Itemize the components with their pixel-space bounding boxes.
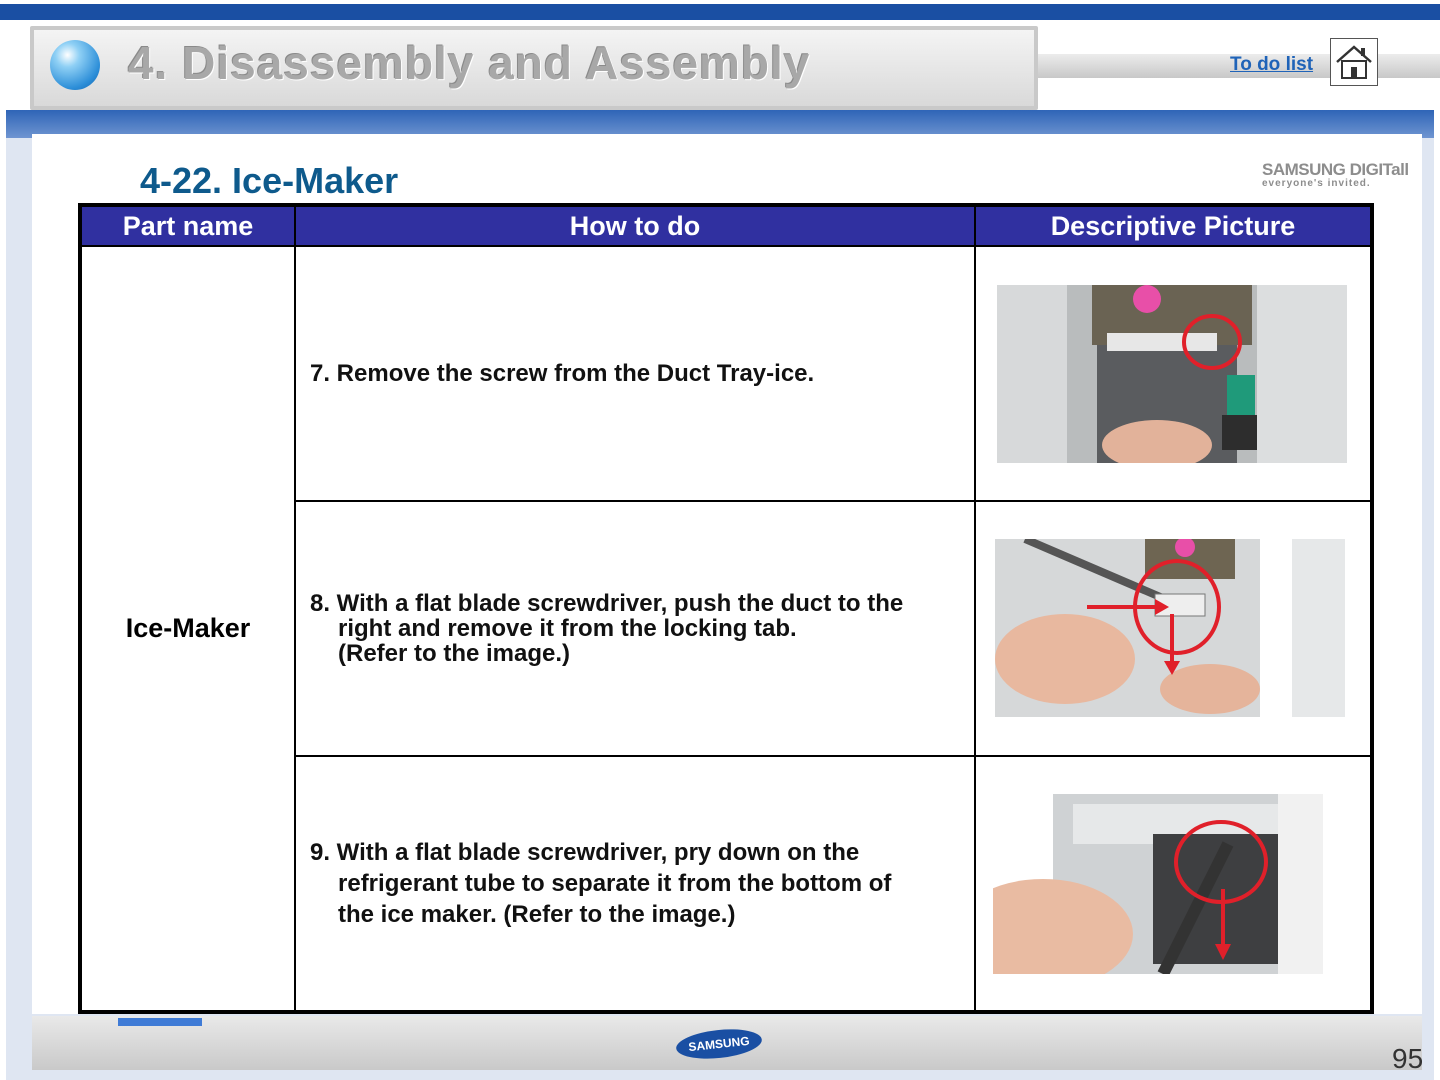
step-8-picture-cell — [975, 501, 1372, 756]
step-9-line-1: 9. With a flat blade screwdriver, pry down on the — [310, 839, 860, 866]
header-descriptive-picture: Descriptive Picture — [975, 205, 1372, 246]
refrigerant-tube-photo — [993, 794, 1323, 974]
header-how-to-do: How to do — [295, 205, 975, 246]
step-9-line-3: the ice maker. (Refer to the image.) — [338, 901, 736, 928]
duct-tray-screw-photo — [997, 285, 1347, 463]
duct-locking-tab-photo — [995, 539, 1345, 717]
brand-line1: SAMSUNG DIGITall — [1262, 160, 1409, 179]
section-title: 4-22. Ice-Maker — [140, 160, 399, 201]
step-7-text — [295, 246, 975, 501]
header-part-name: Part name — [80, 205, 295, 246]
page-title: 4. Disassembly and Assembly — [128, 37, 811, 89]
step-8-line-1: 8. With a flat blade screwdriver, push the duct to the — [310, 590, 904, 617]
page-number: 95 — [1392, 1043, 1424, 1074]
footer-accent — [118, 1018, 202, 1026]
step-8-line-3: (Refer to the image.) — [338, 640, 571, 667]
globe-icon — [50, 40, 100, 90]
part-name-cell: Ice-Maker — [80, 246, 295, 1012]
home-button[interactable] — [1330, 38, 1378, 86]
step-7-picture-cell — [975, 246, 1372, 501]
home-icon — [1331, 39, 1377, 85]
step-8-line-2: right and remove it from the locking tab. — [338, 615, 797, 642]
brand-line2: everyone's invited. — [1262, 178, 1371, 189]
samsung-logo: SAMSUNG — [675, 1026, 763, 1063]
top-blue-line — [0, 4, 1440, 20]
step-9-picture-cell — [975, 756, 1372, 1012]
table-header-row — [80, 205, 1372, 246]
table-row — [80, 246, 1372, 501]
procedure-table — [78, 203, 1374, 1014]
samsung-digitall-logo — [1262, 160, 1412, 192]
todo-list-link[interactable]: To do list — [1230, 54, 1314, 75]
step-9-line-2: refrigerant tube to separate it from the bottom of — [338, 870, 892, 897]
step-7-line-1: 7. Remove the screw from the Duct Tray-ice. — [310, 360, 815, 387]
step-8-text — [295, 501, 975, 756]
step-9-text — [295, 756, 975, 1012]
